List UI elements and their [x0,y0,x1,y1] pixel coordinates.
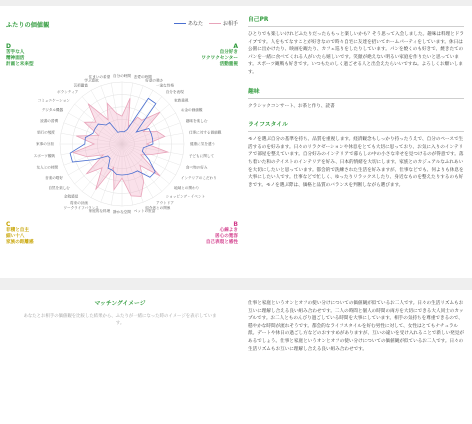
axis-label: 自分を表現 [165,90,184,95]
profile-details [248,14,464,198]
axis-label: 紹介者との関係 [145,206,171,211]
axis-label: 住まいの希望 [88,75,111,80]
axis-label: 自分の時間 [113,74,131,79]
matching-text: 仕事と家庭というオンとオフの使い分けについての価値観が似ているお二人です。日々の生活リズムもお互いに理解し合える良い組み合わせです。二人の時間と個人の時間の両方を大切にできる大人同士のカップルです。お二人とものんびり過ごしている時間を大事にしています。相手の気持ちを尊重できるので、穏やかな時間が流れそうです。都会的なライフスタイルを好む男性に対して、女性はとてもナチュラル派。デートや休日の過ごし方などのおすすめがありますが、互いの違いを受け入れることで新しい発見があるでしょう。仕事と家庭というオンとオフの使い分けについての価値観が似ているお二人です。日々の生活リズムもお互いに理解し合える良い組み合わせです。 [248,301,464,352]
legend-partner [209,20,238,27]
axis-label: 音楽の嗜好 [45,176,64,181]
axis-label: 旅行の頻度 [37,130,56,135]
lifestyle-text: モノを選ぶ自分の基準を持ち、品質を重視します。経済観念もしっかり持ったうえで、自分のペースで生活するのを好みます。日々のリラクゼーションや休息をとても大切に思っており、お気に入りのインテリアで部屋を整えています。自分好みのインテリアで暮らしの中の小さな幸せを見つけるのが得意です。落ち着いた和のテイストのインテリアを好み、日本的情緒を大切にします。家族とのカジュアルなふれあいを大切にしたいと思っています。都会的で洗練された生活を好みますが、仕事などでも、何よりも休息を大事にしたい人です。仕事などで忙しく、ゆったりリラックスしたり、身近なものを整えたりするのも好きです。モノを選ぶ際は、価格と品質のバランスを判断しながら選びます。 [248,137,464,188]
lifestyle-heading: ライフスタイル [248,119,464,132]
axis-label: 読書の習慣 [40,118,59,123]
legend-partner-swatch [209,23,221,25]
matching-image-panel [20,298,220,327]
axis-label: コミュニケーション [37,98,70,103]
profile-card [0,6,472,278]
quadrant-a-line: 自分好き [219,50,238,55]
axis-label: 子どもに関して [188,154,215,159]
legend-partner-label: お相手 [223,21,239,27]
matching-note: あなたとお相手の価値観を比較した結果から、ふたりが一緒になった時のイメージを表示しています。 [23,314,217,326]
axis-label: 好意の強さ [145,78,164,83]
axis-label: 仕事に対する価値観 [188,130,222,135]
quadrant-d-line: 苦手な人 [6,50,25,55]
quadrant-a-label [201,44,238,68]
axis-label: ペットの世話 [133,209,156,214]
legend-you-label: あなた [188,21,204,27]
axis-label: 一途な性格 [156,83,174,88]
quadrant-a-line: ワクワクセンター [201,56,238,61]
axis-label: ワークライフバランス [63,206,99,211]
axis-label: 学ぶ意欲 [84,78,99,83]
quadrant-a-key: A [233,43,238,50]
quadrant-b-line: 自己表現と感性 [205,240,238,245]
hobby-heading: 趣味 [248,86,464,99]
axis-label: 家庭的な料理 [88,209,111,214]
quadrant-c-label [6,222,34,246]
axis-label: 健康に気を遣う [190,142,216,147]
axis-label: ボランティア [57,90,79,95]
hobby-text: クラシックコンサート、お茶と作り、読書 [248,103,335,109]
quadrant-d-line: 計画と未来型 [6,62,34,67]
chart-legend [174,20,238,27]
legend-you-swatch [174,23,186,25]
quadrant-c-line: 非積と自主 [6,228,29,233]
matching-card [0,290,472,424]
axis-label: 地域との関わり [174,185,200,190]
axis-label: スポーツ観戦 [33,154,56,159]
axis-label: 家族重視 [174,98,189,103]
hobby-section [248,86,464,111]
quadrant-d-label [6,44,34,68]
axis-label: 趣味を楽しむ [185,118,208,123]
axis-label: インテリアのこだわり [180,176,217,181]
axis-label: 静かな空間 [113,210,131,215]
self-pr-section [248,14,464,77]
quadrant-b-label [206,222,238,246]
quadrant-b-line: 居心の寛容 [215,234,238,239]
lifestyle-section [248,119,464,189]
axis-label: お金の価値観 [180,108,203,113]
self-pr-heading: 自己PR [248,14,464,27]
axis-label: デジタル機器 [41,108,64,113]
axis-label: 食べ物の好み [185,165,208,170]
matching-title: マッチングイメージ [94,301,146,307]
axis-label: アウトドア [156,201,174,206]
axis-label: 芸術鑑賞 [73,83,88,88]
axis-label: 将来の計画 [70,201,88,206]
quadrant-b-key: B [233,221,238,228]
quadrant-c-line: 家族の距離感 [6,240,34,245]
legend-you [174,20,203,27]
quadrant-c-key: C [6,221,11,228]
quadrant-b-line: 心線よき [219,228,238,233]
axis-label: 家事の分担 [36,142,54,147]
quadrant-c-line: 細い十八 [6,234,25,239]
self-pr-text: ひとりでも楽しいけれどふたりだったらもっと楽しいかも？そう思って入会しました。趣味は料理とドライブです。人をもてなすことが好きなので時々自宅に友達を招いてホームパーティをしています。休日は公園に出かけたり、映画を観たり、カフェ巡りをしたりしています。パンを焼くのも好きで、焼きたてのパンを一緒に食べてくれる人がいたら嬉しいです。笑顔が絶えない明るい家庭を作りたいと思っています。スポーツ観戦も好きです。いつもたのしく過ごせる人と出会えたらいいですね。よろしくお願いします。 [248,32,464,75]
quadrant-d-key: D [6,43,11,50]
axis-label: ショッピング・イベント [165,194,206,199]
axis-label: 金銭感覚 [63,194,79,199]
axis-label: 友人との時間 [36,165,59,170]
chart-title: ふたりの価値観 [6,22,50,29]
values-chart-panel [6,14,238,272]
quadrant-a-line: 活動重視 [219,62,238,67]
axis-label: 自然を楽しむ [48,185,70,190]
quadrant-d-line: 精神面活 [6,56,25,61]
axis-label: 恋愛の時間 [133,75,152,80]
